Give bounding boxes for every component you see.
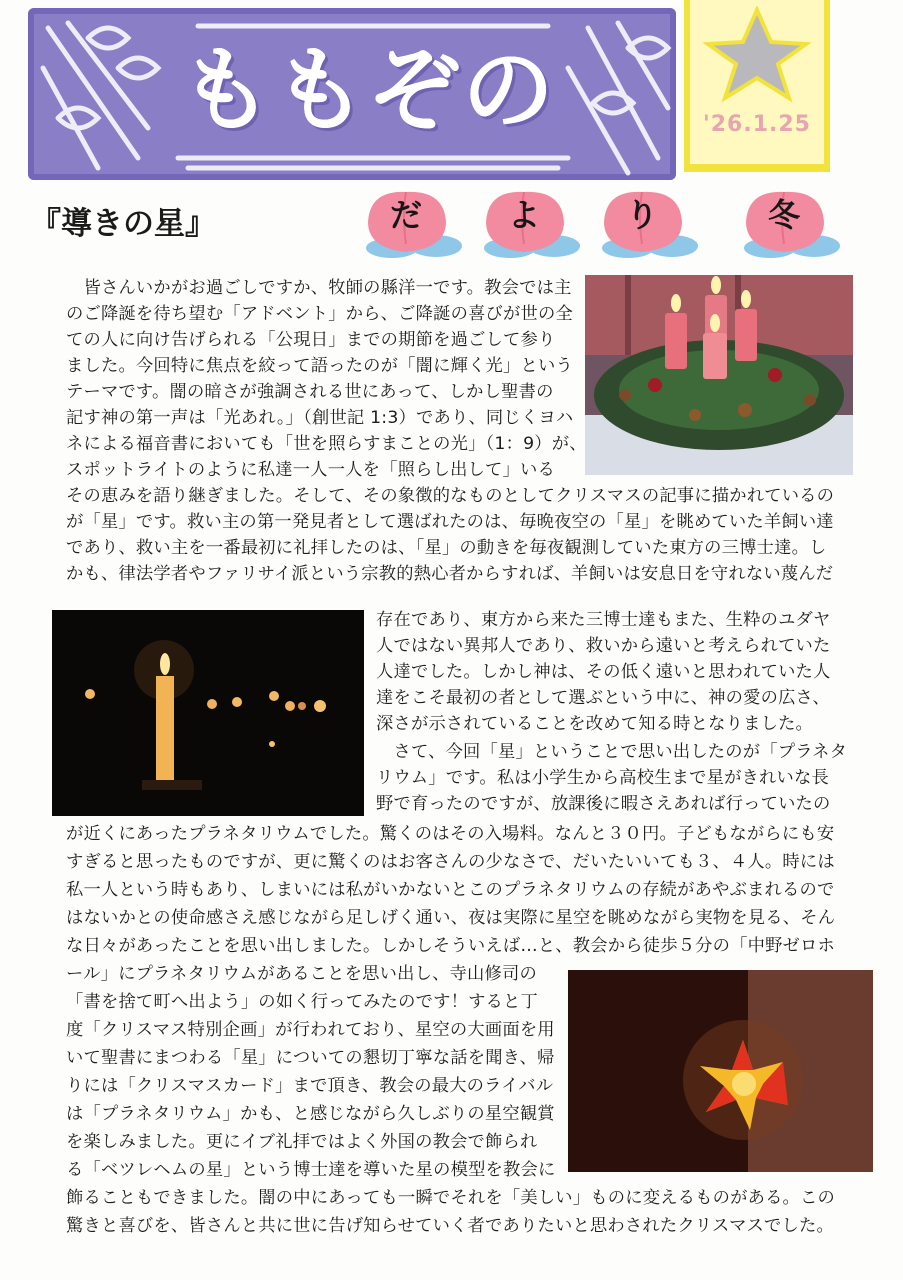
body-line: な日々があったことを思い出しました。しかしそういえば…と、教会から徒歩５分の「中野ゼロホ (66, 936, 836, 956)
star-date-box (684, 0, 830, 172)
advent-wreath-photo (585, 275, 853, 475)
peach-badge-fuyu (740, 186, 842, 264)
body-line: テーマです。闇の暗さが強調される世にあって、しかし聖書の (66, 382, 554, 402)
peach-badge-ri (598, 186, 700, 264)
series-char-2: よ (507, 196, 540, 234)
series-char-1: だ (389, 196, 422, 234)
body-line: その恵みを語り継ぎました。そして、その象徴的なものとしてクリスマスの記事に描かれているの (66, 486, 835, 506)
body-line: リウム」です。私は小学生から高校生まで星がきれいな長 (376, 768, 829, 788)
body-line: すぎると思ったものですが、更に驚くのはお客さんの少なさで、だいたいいても３、４人。時には (66, 852, 835, 872)
body-line: 私一人という時もあり、しまいには私がいかないとこのプラネタリウムの存続があやぶまれるので (66, 880, 835, 900)
peach-badge-yo (480, 186, 582, 264)
body-line: ての人に向け告げられる「公現日」までの期節を過ごして参り (66, 330, 556, 350)
body-line: 度「クリスマス特別企画」が行われており、星空の大画面を用 (66, 1020, 555, 1040)
body-line: 記す神の第一声は「光あれ。」（創世記 1:3）であり、同じくヨハ (66, 408, 574, 428)
body-line: る「ベツレヘムの星」という博士達を導いた星の模型を教会に (66, 1160, 556, 1180)
body-line: は「プラネタリウム」かも、と感じながら久しぶりの星空観賞 (66, 1104, 555, 1124)
peach-badge-da (362, 186, 464, 264)
masthead-banner (28, 8, 676, 180)
issue-date: '26.1.25 (703, 112, 811, 137)
body-line: ました。今回特に焦点を絞って語ったのが「闇に輝く光」という (66, 356, 573, 376)
star-icon (694, 6, 820, 106)
body-line: ール」にプラネタリウムがあることを思い出し、寺山修司の (66, 964, 537, 984)
body-line: が「星」です。救い主の第一発見者として選ばれたのは、毎晩夜空の「星」を眺めていた羊飼い達 (66, 512, 834, 532)
body-line: かも、律法学者やファリサイ派という宗教的熱心者からすれば、羊飼いは安息日を守れない蔑んだ (66, 564, 834, 584)
body-line: さて、今回「星」ということで思い出したのが「プラネタ (376, 742, 848, 762)
body-line: 人ではない異邦人であり、救いから遠いと考えられていた (376, 636, 831, 656)
series-char-4: 冬 (767, 196, 800, 234)
body-line: であり、救い主を一番最初に礼拝したのは、「星」の動きを毎夜観測していた東方の三博士達。し (66, 538, 827, 558)
body-line: 皆さんいかがお過ごしですか、牧師の縣洋一です。教会では主 (66, 278, 572, 298)
herrnhut-star-photo (568, 970, 873, 1172)
body-line: いて聖書にまつわる「星」についての懇切丁寧な話を聞き、帰 (66, 1048, 555, 1068)
body-line: 野で育ったのですが、放課後に暇さえあれば行っていたの (376, 794, 831, 814)
body-line: 飾ることもできました。闇の中にあっても一瞬でそれを「美しい」ものに変えるものがある。この (66, 1188, 836, 1208)
body-line: 驚きと喜びを、皆さんと共に世に告げ知らせていく者でありたいと思わされたクリスマスでした。 (66, 1216, 834, 1236)
body-line: が近くにあったプラネタリウムでした。驚くのはその入場料。なんと３０円。子どもながらにも安 (66, 824, 835, 844)
body-line: 「書を捨て町へ出よう」の如く行ってみたのです！すると丁 (66, 992, 538, 1012)
body-line: ネによる福音書においても「世を照らすまことの光」（1：9）が、 (66, 434, 587, 454)
body-line: を楽しみました。更にイブ礼拝ではよく外国の教会で飾られ (66, 1132, 538, 1152)
body-line: りには「クリスマスカード」まで頂き、教会の最大のライバル (66, 1076, 554, 1096)
body-line: のご降誕を待ち望む「アドベント」から、ご降誕の喜びが世の全 (66, 304, 573, 324)
article-title: 『導きの星』 (30, 206, 216, 242)
body-line: スポットライトのように私達一人一人を「照らし出して」いる (66, 460, 555, 480)
candles-in-dark-photo (52, 610, 364, 816)
newsletter-title: ももぞの (179, 37, 556, 144)
body-line: はないかとの使命感さえ感じながら足しげく通い、夜は実際に星空を眺めながら実物を見る、そん (66, 908, 836, 928)
series-char-3: り (625, 196, 658, 234)
body-line: 人達でした。しかし神は、その低く遠いと思われていた人 (376, 662, 831, 682)
body-line: 深さが示されていることを改めて知る時となりました。 (376, 714, 814, 734)
body-line: 存在であり、東方から来た三博士達もまた、生粋のユダヤ (376, 610, 831, 630)
body-line: 達をこそ最初の者として選ぶという中に、神の愛の広さ、 (376, 688, 830, 708)
